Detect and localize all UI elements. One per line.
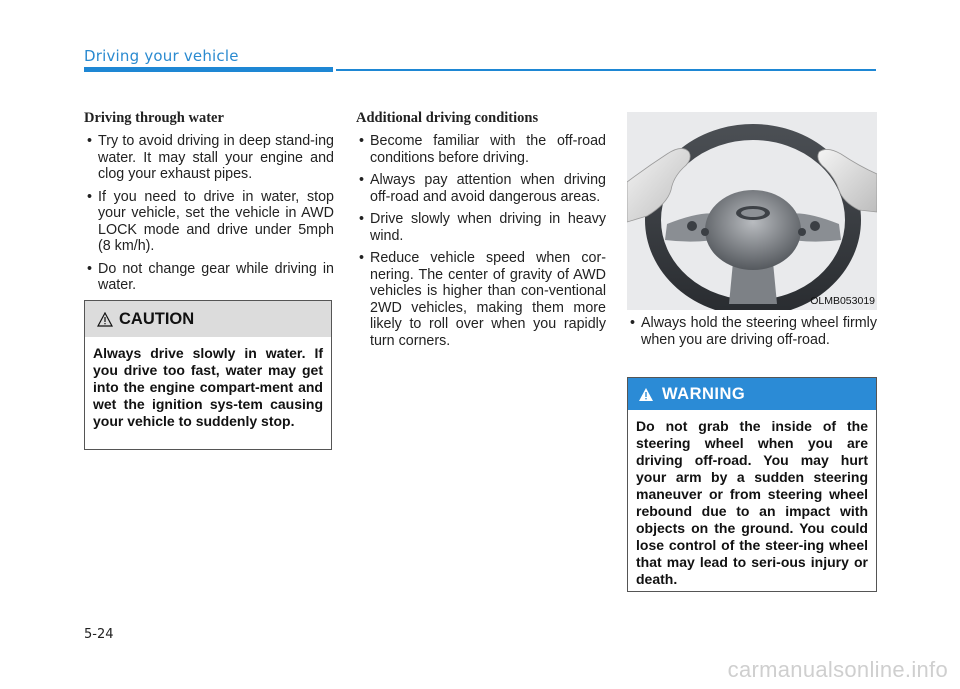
list-item: • Try to avoid driving in deep stand-ing water. It may stall your engine and clog your exhaust pipes. [84,133,334,183]
list-item: • Always pay attention when driving off-road and avoid dangerous areas. [356,172,606,205]
header-rule-thick [84,67,333,72]
section-title: Driving your vehicle [84,47,239,65]
list-item: • Do not change gear while driving in water. [84,261,334,294]
caution-triangle-icon [97,312,113,327]
column-driving-through-water [84,110,334,300]
warning-box [627,377,877,592]
watermark: carmanualsonline.info [727,657,948,682]
warning-body: Do not grab the inside of the steering wheel when you are driving off-road. You may hurt your arm by a sudden steering maneuver or from steering wheel rebound due to an impact with objects on the ground. You could lose control of the steer-ing wheel that may lead to seri-ous injury or death. [636,418,868,587]
caution-body: Always drive slowly in water. If you drive too fast, water may get into the engine compart-ment and wet the ignition sys-tem causing your vehicle to suddenly stop. [93,345,323,429]
heading-additional-driving-conditions: Additional driving conditions [356,110,539,126]
steering-wheel-figure [627,112,877,310]
page-number: 5-24 [84,627,114,642]
column-steering-note [627,315,877,354]
warning-title: WARNING [662,384,746,403]
list-item: • Drive slowly when driving in heavy wind. [356,211,606,244]
bullet-list [627,315,877,348]
list-item: • Become familiar with the off-road conditions before driving. [356,133,606,166]
caution-title: CAUTION [119,309,195,328]
figure-code: OLMB053019 [810,295,875,307]
list-item: • Reduce vehicle speed when cor-nering. The center of gravity of AWD vehicles is higher than con-ventional 2WD vehicles, making them more likely to roll over when you rapidly turn corners. [356,250,606,349]
bullet-list [84,133,334,294]
list-item: • Always hold the steering wheel firmly when you are driving off-road. [627,315,877,348]
heading-driving-through-water: Driving through water [84,110,224,126]
bullet-list [356,133,606,349]
list-item: • If you need to drive in water, stop your vehicle, set the vehicle in AWD LOCK mode and drive under 5mph (8 km/h). [84,189,334,255]
header-rule-thin [336,69,876,71]
caution-box [84,300,332,450]
column-additional-driving-conditions [356,110,606,355]
caution-header [85,301,331,337]
warning-header [628,378,876,410]
warning-triangle-icon [638,387,654,402]
steering-wheel-illustration [627,112,877,310]
